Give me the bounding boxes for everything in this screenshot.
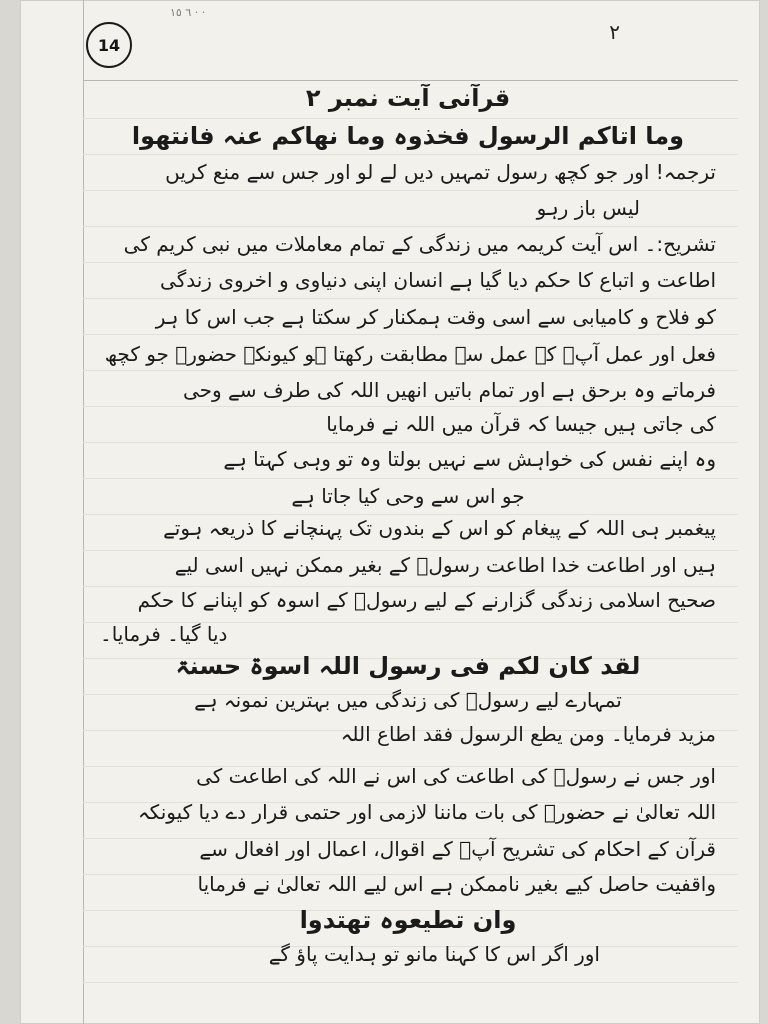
text-line: لقد کان لکم فی رسول اللہ اسوۃ حسنۃ — [175, 652, 641, 680]
page-number: 14 — [86, 22, 132, 68]
text-line: اطاعت و اتباع کا حکم دیا گیا ہے انسان اپنی دنیاوی و اخروی زندگی — [160, 268, 716, 292]
ruled-line — [83, 154, 738, 155]
text-line: پیغمبر ہی اللہ کے پیغام کو اس کے بندوں تک پہنچانے کا ذریعہ ہوتے — [163, 516, 716, 540]
ruled-line — [83, 118, 738, 119]
ruled-line — [83, 298, 738, 299]
ruled-line — [83, 226, 738, 227]
text-line: کی جاتی ہیں جیسا کہ قرآن میں اللہ نے فرمایا — [326, 412, 716, 436]
text-line: فعل اور عمل آپؐ کے عمل سے مطابقت رکھتا ہو کیونکہ حضورؐ جو کچھ — [104, 342, 716, 366]
text-line: کو فلاح و کامیابی سے اسی وقت ہمکنار کر سکتا ہے جب اس کا ہر — [155, 305, 716, 329]
ruled-line — [83, 190, 738, 191]
ruled-line — [83, 478, 738, 479]
text-line: تشریح:۔ اس آیت کریمہ میں زندگی کے تمام معاملات میں نبی کریم کی — [123, 232, 716, 256]
text-line: واقفیت حاصل کیے بغیر ناممکن ہے اس لیے اللہ تعالیٰ نے فرمایا — [197, 872, 716, 896]
text-line: لیس باز رہو — [536, 196, 640, 220]
corner-mark: ٢ — [609, 20, 620, 44]
text-line: اور اگر اس کا کہنا مانو تو ہدایت پاؤ گے — [268, 942, 600, 966]
text-line: جو اس سے وحی کیا جاتا ہے — [291, 484, 525, 508]
text-line: اللہ تعالیٰ نے حضورؐ کی بات ماننا لازمی اور حتمی قرار دے دیا کیونکہ — [137, 800, 716, 824]
ruled-line — [83, 442, 738, 443]
text-line: تمہارے لیے رسولؐ کی زندگی میں بہترین نمونہ ہے — [194, 688, 622, 712]
ruled-line — [83, 550, 738, 551]
ruled-line — [83, 334, 738, 335]
ruled-line — [83, 514, 738, 515]
top-marks: ٦ ١٥ · · — [170, 6, 206, 19]
text-line: اور جس نے رسولؐ کی اطاعت کی اس نے اللہ کی اطاعت کی — [196, 764, 716, 788]
text-line: فرماتے وہ برحق ہے اور تمام باتیں انھیں اللہ کی طرف سے وحی — [182, 378, 716, 402]
ruled-line — [83, 262, 738, 263]
text-line: وہ اپنے نفس کی خواہش سے نہیں بولتا وہ تو وہی کہتا ہے — [223, 447, 716, 471]
ruled-line — [83, 370, 738, 371]
text-line: قرآن کے احکام کی تشریح آپؐ کے اقوال، اعمال اور افعال سے — [199, 837, 716, 861]
text-line: ترجمہ! اور جو کچھ رسول تمہیں دیں لے لو اور جس سے منع کریں — [165, 160, 716, 184]
notebook-page — [20, 0, 760, 1024]
header-line — [83, 80, 738, 81]
text-line: قرآنی آیت نمبر ۲ — [305, 84, 511, 112]
text-line: صحیح اسلامی زندگی گزارنے کے لیے رسولؐ کے اسوہ کو اپنانے کا حکم — [137, 588, 716, 612]
text-line: وان تطیعوہ تھتدوا — [299, 906, 517, 934]
text-line: وما اتاکم الرسول فخذوہ وما نھاکم عنہ فانتھوا — [131, 122, 685, 150]
text-line: ہیں اور اطاعت خدا اطاعت رسولؐ کے بغیر ممکن نہیں اسی لیے — [174, 553, 716, 577]
ruled-line — [83, 586, 738, 587]
ruled-line — [83, 982, 738, 983]
text-line: مزید فرمایا۔ ومن یطع الرسول فقد اطاع اللہ — [340, 722, 716, 746]
ruled-line — [83, 406, 738, 407]
text-line: دیا گیا۔ فرمایا۔ — [100, 622, 228, 646]
